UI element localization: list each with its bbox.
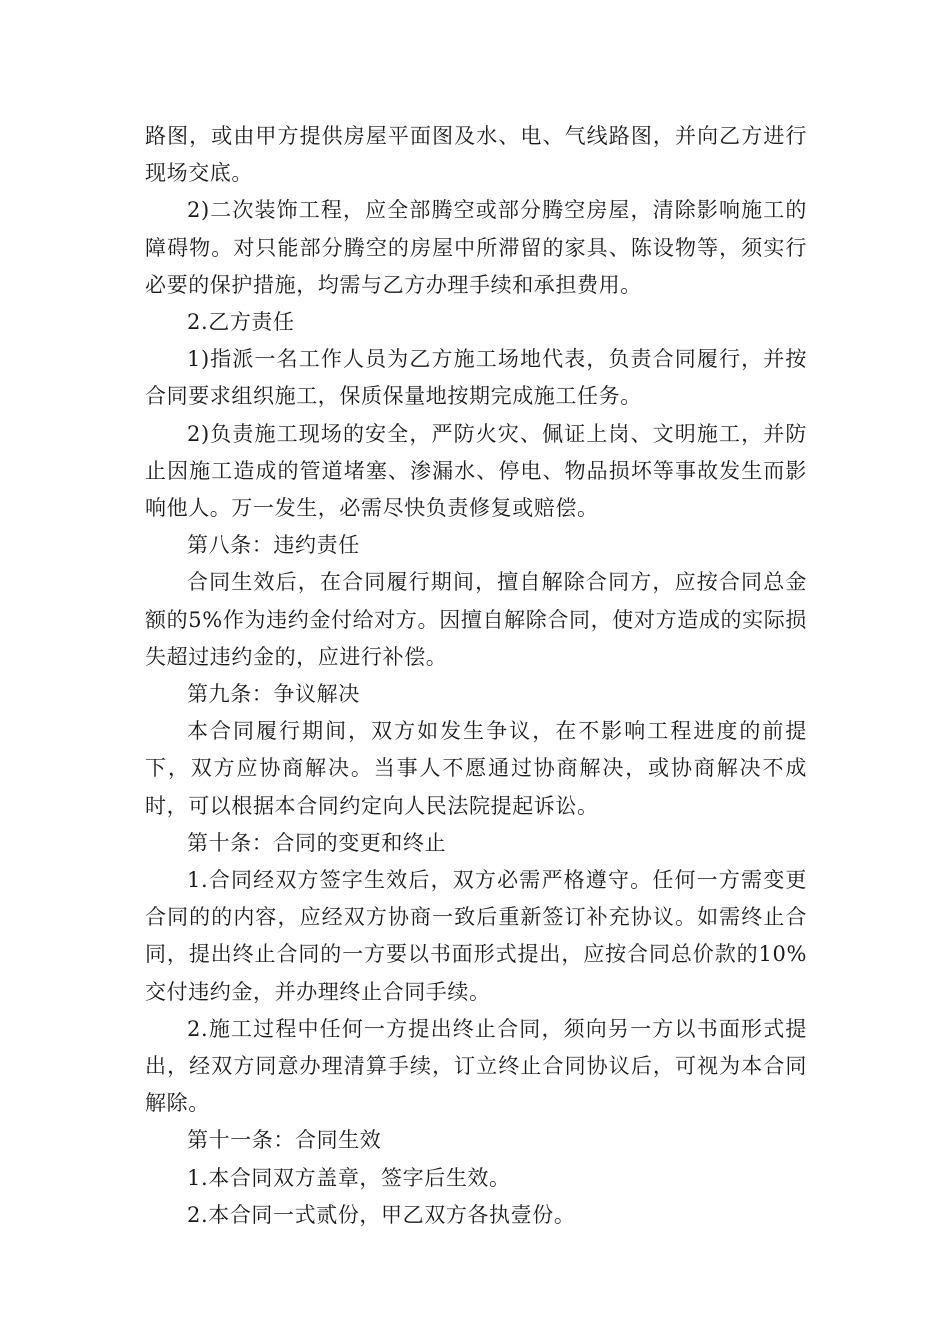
- paragraph-4: 1)指派一名工作人员为乙方施工场地代表，负责合同履行，并按合同要求组织施工，保质保量地按期完成施工任务。: [145, 347, 807, 409]
- article-9-heading: 第九条：争议解决: [187, 682, 360, 707]
- article-8-heading: 第八条：违约责任: [187, 533, 360, 558]
- paragraph-15: 2.本合同一式贰份，甲乙双方各执壹份。: [187, 1202, 576, 1227]
- article-11-heading: 第十一条：合同生效: [187, 1128, 382, 1153]
- paragraph-12: 2.施工过程中任何一方提出终止合同，须向另一方以书面形式提出，经双方同意办理清算手续，订立终止合同协议后，可视为本合同解除。: [145, 1016, 807, 1116]
- paragraph-2: 2)二次装饰工程，应全部腾空或部分腾空房屋，清除影响施工的障碍物。对只能部分腾空的房屋中所滞留的家具、陈设物等，须实行必要的保护措施，均需与乙方办理手续和承担费用。: [145, 198, 807, 297]
- paragraph-7: 合同生效后，在合同履行期间，擅自解除合同方，应按合同总金额的5%作为违约金付给对方。因擅自解除合同，使对方造成的实际损失超过违约金的，应进行补偿。: [145, 570, 807, 669]
- paragraph-5: 2)负责施工现场的安全，严防火灾、佩证上岗、文明施工，并防止因施工造成的管道堵塞、渗漏水、停电、物品损坏等事故发生而影响他人。万一发生，必需尽快负责修复或赔偿。: [145, 421, 807, 521]
- paragraph-14: 1.本合同双方盖章，签字后生效。: [187, 1165, 511, 1190]
- section-heading-party-b-duties: 2.乙方责任: [187, 310, 295, 335]
- paragraph-1: 路图，或由甲方提供房屋平面图及水、电、气线路图，并向乙方进行现场交底。: [145, 124, 807, 186]
- article-10-heading: 第十条：合同的变更和终止: [187, 830, 447, 855]
- document-body: [145, 118, 807, 1234]
- paragraph-11: 1.合同经双方签字生效后，双方必需严格遵守。任何一方需变更合同的的内容，应经双方协商一致后重新签订补充协议。如需终止合同，提出终止合同的一方要以书面形式提出，应按合同总价款的10%交付违约金，并办理终止合同手续。: [145, 868, 807, 1004]
- paragraph-9: 本合同履行期间，双方如发生争议，在不影响工程进度的前提下，双方应协商解决。当事人不愿通过协商解决，或协商解决不成时，可以根据本合同约定向人民法院提起诉讼。: [145, 719, 807, 818]
